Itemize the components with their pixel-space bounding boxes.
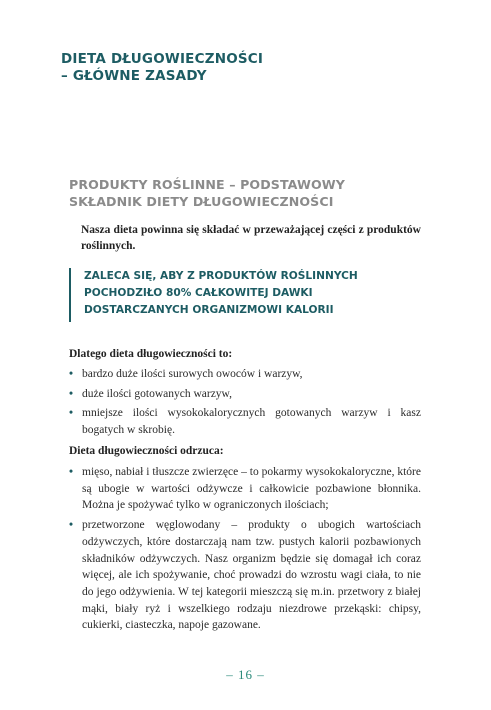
bullet-icon: • bbox=[69, 519, 74, 532]
list-heading: Dlatego dieta długowieczności to: bbox=[69, 348, 233, 360]
bullet-icon: • bbox=[69, 407, 74, 420]
bullet-icon: • bbox=[69, 387, 74, 400]
section-title bbox=[69, 176, 449, 210]
list-item bbox=[69, 366, 421, 383]
chapter-title-line: DIETA DŁUGOWIECZNOŚCI bbox=[61, 51, 264, 67]
callout-quote bbox=[69, 268, 444, 322]
intro-paragraph: Nasza dieta powinna się składać w przeważającej części z produktów roślinnych. bbox=[81, 224, 421, 252]
page-number: – 16 – bbox=[226, 667, 265, 682]
list-item bbox=[69, 517, 421, 634]
bullet-list bbox=[69, 366, 421, 442]
list-heading: Dieta długowieczności odrzuca: bbox=[69, 445, 224, 457]
list-item-text: duże ilości gotowanych warzyw, bbox=[82, 387, 232, 400]
chapter-title-line: – GŁÓWNE ZASADY bbox=[61, 68, 207, 84]
list-item-text: mięso, nabiał i tłuszcze zwierzęce – to pokarmy wysokokaloryczne, które są ubogie w wartości odżywcze i całkowicie pozbawione błonnika. Można je spożywać tylko w ograniczonych ilościach; bbox=[82, 466, 421, 512]
list-item-text: mniejsze ilości wysokokalorycznych gotowanych warzyw i kasz bogatych w skrobię. bbox=[82, 407, 421, 437]
list-item-text: przetworzone węglowodany – produkty o ubogich wartościach odżywczych, które dostarczają nam tzw. pustych kalorii pozbawionych składników odżywczych. Nasz organizm będzie się domagał ich coraz więcej, ale ich spożywanie, choć prowadzi do wzrostu wagi ciała, to nie do jego odżywienia. W tej kategorii mieszczą się m.in. przetwory z białej mąki, biały ryż i wszelkiego rodzaju niezdrowe przekąski: chipsy, cukierki, ciasteczka, napoje gazowane. bbox=[82, 519, 421, 632]
bullet-icon: • bbox=[69, 466, 74, 478]
section-title-line: PRODUKTY ROŚLINNE – PODSTAWOWY bbox=[69, 177, 345, 192]
section-title-line: SKŁADNIK DIETY DŁUGOWIECZNOŚCI bbox=[69, 194, 334, 209]
bullet-list bbox=[69, 464, 421, 637]
callout-line: ZALECA SIĘ, ABY Z PRODUKTÓW ROŚLINNYCH bbox=[84, 270, 358, 282]
bullet-icon: • bbox=[69, 368, 74, 380]
list-item bbox=[69, 464, 421, 514]
callout-line: DOSTARCZANYCH ORGANIZMOWI KALORII bbox=[84, 304, 334, 316]
callout-line: POCHODZIŁO 80% CAŁKOWITEJ DAWKI bbox=[84, 287, 313, 299]
list-item-text: bardzo duże ilości surowych owoców i warzyw, bbox=[82, 368, 303, 380]
list-item bbox=[69, 386, 421, 403]
chapter-title bbox=[61, 51, 441, 85]
list-item bbox=[69, 405, 421, 438]
